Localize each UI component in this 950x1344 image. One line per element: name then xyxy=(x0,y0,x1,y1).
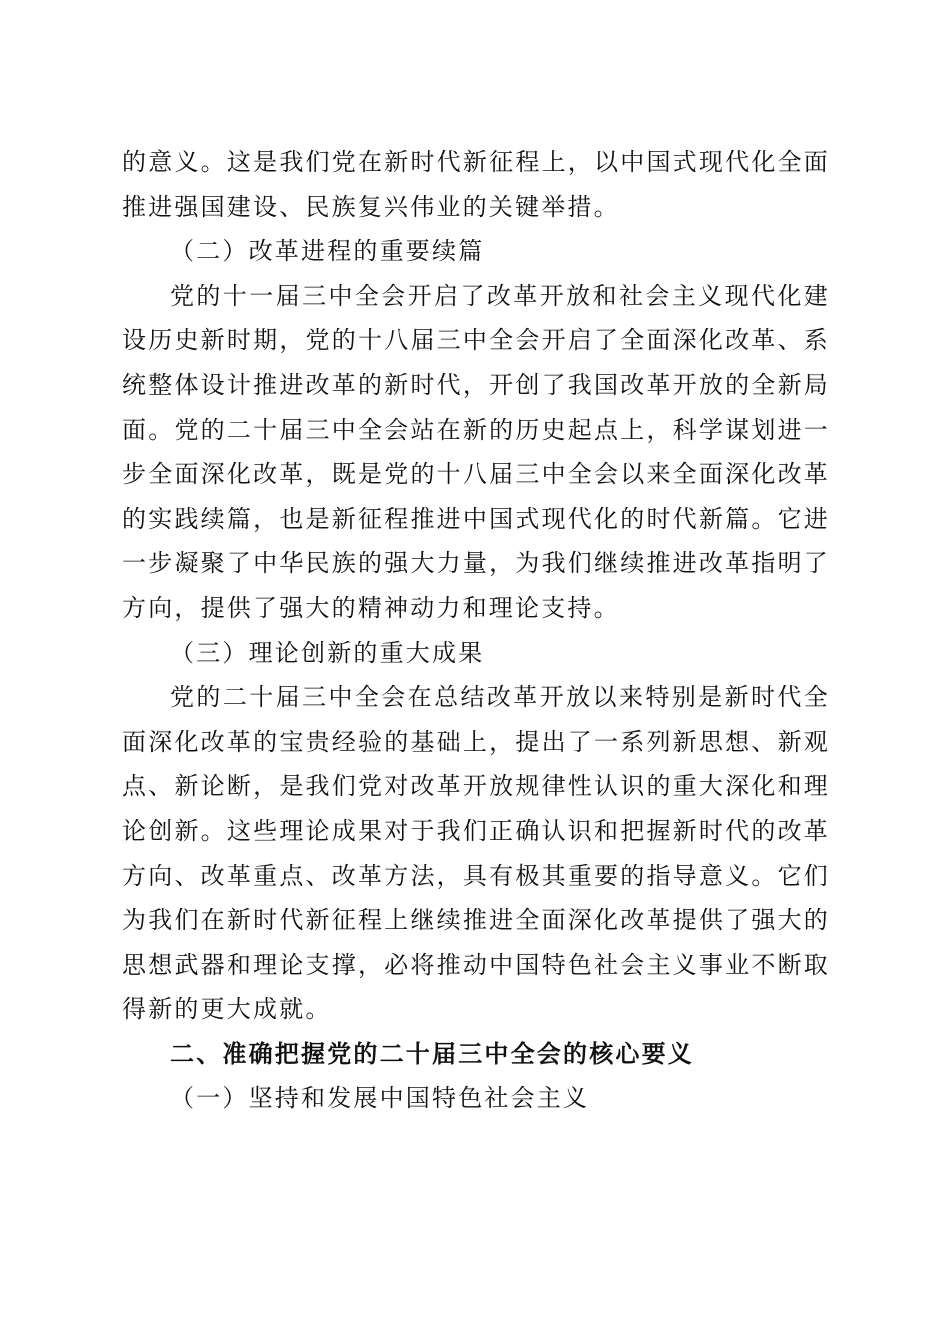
section-heading-core-essence: 二、准确把握党的二十届三中全会的核心要义 xyxy=(170,1039,694,1068)
subheading-socialism: （一）坚持和发展中国特色社会主义 xyxy=(170,1084,590,1113)
subheading-theory-innovation: （三）理论创新的重大成果 xyxy=(170,638,485,667)
paragraph-continuation: 的意义。这是我们党在新时代新征程上，以中国式现代化全面推进强国建设、民族复兴伟业的关键举措。 xyxy=(122,148,830,221)
document-body xyxy=(122,140,830,1121)
paragraph-theory-innovation: 党的二十届三中全会在总结改革开放以来特别是新时代全面深化改革的宝贵经验的基础上，提出了一系列新思想、新观点、新论断，是我们党对改革开放规律性认识的重大深化和理论创新。这些理论成果对于我们正确认识和把握新时代的改革方向、改革重点、改革方法，具有极其重要的指导意义。它们为我们在新时代新征程上继续推进全面深化改革提供了强大的思想武器和理论支撑，必将推动中国特色社会主义事业不断取得新的更大成就。 xyxy=(122,683,830,1024)
paragraph-reform-process: 党的十一届三中全会开启了改革开放和社会主义现代化建设历史新时期，党的十八届三中全会开启了全面深化改革、系统整体设计推进改革的新时代，开创了我国改革开放的全新局面。党的二十届三中全会站在新的历史起点上，科学谋划进一步全面深化改革，既是党的十八届三中全会以来全面深化改革的实践续篇，也是新征程推进中国式现代化的时代新篇。它进一步凝聚了中华民族的强大力量，为我们继续推进改革指明了方向，提供了强大的精神动力和理论支持。 xyxy=(122,281,830,622)
subheading-reform-process: （二）改革进程的重要续篇 xyxy=(170,237,485,266)
